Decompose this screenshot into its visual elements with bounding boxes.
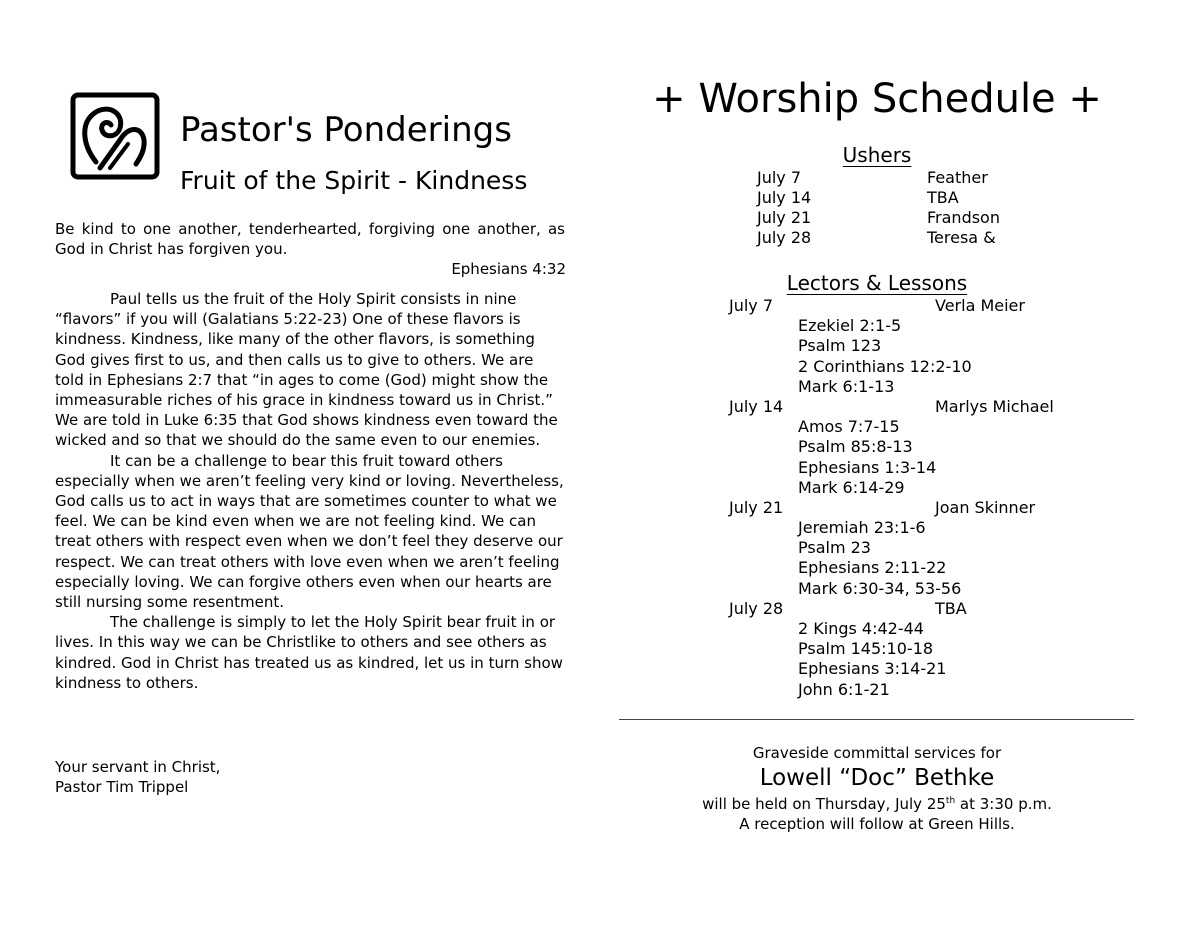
usher-date: July 21 [757, 208, 812, 227]
scripture-reference: Ephesians 4:32 [451, 260, 566, 278]
lector-header [729, 397, 1109, 417]
ushers-heading-text: Ushers [842, 143, 912, 167]
article-paragraph: It can be a challenge to bear this fruit toward others especially when we aren’t feeling very kind or loving. Nevertheless, God calls us to act in ways that are sometimes counter to what we feel. We can be kind even when we are not feeling kind. We can treat others with respect even when we don’t feel they deserve our respect. We can treat others with love even when we aren’t feeling especially loving. We can forgive others even when our hearts are still nursing some resentment. [55, 451, 564, 612]
lector-reader: Verla Meier [935, 296, 1025, 315]
lector-header [729, 296, 1109, 316]
page-title: Pastor's Ponderings [180, 110, 512, 150]
notice-details [620, 794, 1134, 814]
lesson-reading: 2 Corinthians 12:2-10 [798, 356, 972, 376]
lesson-reading: Ephesians 3:14-21 [798, 659, 947, 679]
notice-details-text: will be held on Thursday, July 25 [702, 795, 946, 813]
lesson-reading: Psalm 85:8-13 [798, 437, 913, 457]
notice-reception: A reception will follow at Green Hills. [739, 815, 1015, 833]
lesson-reading: Psalm 145:10-18 [798, 639, 934, 659]
lector-date: July 21 [729, 497, 784, 517]
lector-header [729, 599, 1109, 619]
lector-list [729, 296, 1109, 700]
lector-entry [729, 599, 1109, 700]
lector-reader: TBA [935, 598, 967, 618]
usher-name: Frandson [927, 208, 1000, 227]
lesson-reading: 2 Kings 4:42-44 [798, 619, 924, 638]
lectors-heading-text: Lectors & Lessons [786, 271, 968, 295]
usher-date: July 7 [757, 168, 802, 187]
page-subtitle: Fruit of the Spirit - Kindness [180, 166, 528, 195]
lesson-reading: Ephesians 2:11-22 [798, 558, 947, 578]
scripture-verse: Be kind to one another, tenderhearted, forgiving one another, as God in Christ has forgiven you. [55, 220, 565, 258]
lector-date: July 7 [729, 296, 774, 315]
lesson-reading: Mark 6:14-29 [798, 477, 905, 497]
lector-entry [729, 498, 1109, 599]
lesson-reading: Mark 6:30-34, 53-56 [798, 578, 962, 598]
signoff [55, 757, 220, 797]
lectors-heading [620, 271, 1134, 295]
lector-reader: Marlys Michael [935, 396, 1054, 416]
lesson-reading: John 6:1-21 [798, 679, 890, 699]
notice-name: Lowell “Doc” Bethke [759, 765, 995, 791]
usher-row [757, 228, 1087, 248]
lesson-reading: Psalm 123 [798, 336, 882, 356]
lector-header [729, 498, 1109, 518]
lector-entry [729, 397, 1109, 498]
usher-row [757, 168, 1087, 188]
spiral-logo-icon [70, 92, 160, 180]
worship-schedule-title: + Worship Schedule + [652, 76, 1102, 122]
article-paragraph: Paul tells us the fruit of the Holy Spirit consists in nine “flavors” if you will (Galatians 5:22-23) One of these flavors is kindness. Kindness, like many of the other flavors, is something God gives first to us, and then calls us to give to others. We are told in Ephesians 2:7 that “in ages to come (God) might show the immeasurable riches of his grace in kindness toward us in Christ.” We are told in Luke 6:35 that God shows kindness even toward the wicked and so that we should do the same even to our enemies. [55, 290, 558, 450]
usher-row [757, 188, 1087, 208]
lesson-reading: Ezekiel 2:1-5 [798, 316, 902, 336]
lector-entry [729, 296, 1109, 397]
article-paragraph: The challenge is simply to let the Holy Spirit bear fruit in or lives. In this way we can be Christlike to others and see others as kindred. God in Christ has treated us as kindred, let us in turn show kindness to others. [55, 613, 563, 692]
ordinal-suffix: th [945, 796, 956, 806]
usher-name: Feather [927, 168, 988, 187]
lesson-reading: Jeremiah 23:1-6 [798, 518, 926, 538]
lesson-reading: Psalm 23 [798, 538, 871, 558]
usher-date: July 14 [757, 188, 812, 207]
lesson-reading: Mark 6:1-13 [798, 376, 895, 396]
lesson-reading: Amos 7:7-15 [798, 417, 900, 437]
notice-intro: Graveside committal services for [752, 744, 1002, 762]
usher-name: TBA [927, 188, 959, 207]
usher-name: Teresa & [927, 228, 996, 247]
section-divider [619, 719, 1134, 720]
signoff-line: Your servant in Christ, [55, 758, 221, 776]
lesson-reading: Ephesians 1:3-14 [798, 457, 937, 477]
lector-reader: Joan Skinner [935, 497, 1036, 517]
usher-date: July 28 [757, 228, 812, 247]
article-body [55, 289, 565, 693]
usher-row [757, 208, 1087, 228]
ushers-heading [620, 143, 1134, 167]
signoff-name: Pastor Tim Trippel [55, 778, 189, 796]
lector-date: July 28 [729, 598, 784, 618]
lector-date: July 14 [729, 396, 784, 416]
notice-time: at 3:30 p.m. [955, 795, 1052, 813]
